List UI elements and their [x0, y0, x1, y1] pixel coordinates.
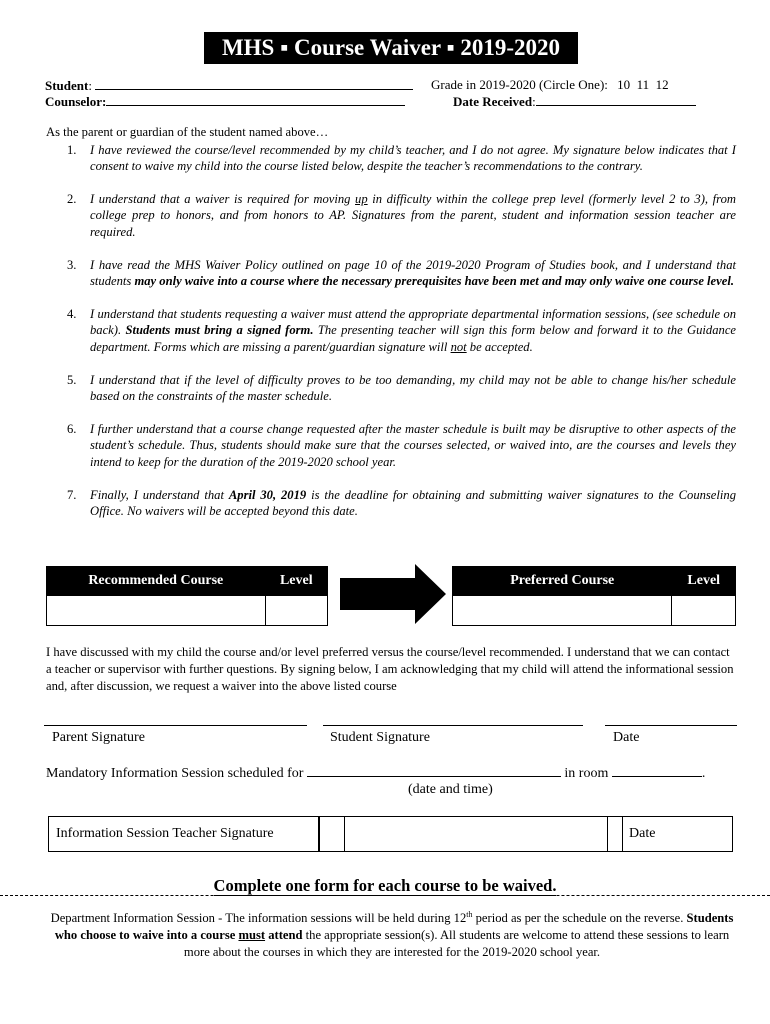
preferred-course-table	[452, 566, 736, 626]
statement-5: 5. I understand that if the level of difficulty proves to be too demanding, my child may not be able to change his/her schedule based on the constraints of the master schedule.	[67, 372, 736, 404]
teacher-signature-spacer	[319, 817, 345, 852]
statement-3: 3. I have read the MHS Waiver Policy outlined on page 10 of the 2019-2020 Program of Studies book, and I understand that students may only waive into a course where the necessary prerequisites have been met and may only waive one course level.	[67, 257, 736, 289]
counselor-line[interactable]	[106, 93, 405, 106]
parent-signature-line[interactable]	[44, 725, 307, 726]
date-received-colon: :	[532, 94, 536, 109]
teacher-signature-table	[48, 816, 733, 852]
student-field[interactable]	[45, 77, 413, 94]
counselor-field[interactable]	[45, 93, 405, 110]
parent-signature-label: Parent Signature	[52, 730, 145, 745]
cut-line	[0, 895, 770, 896]
statements	[46, 124, 736, 536]
date-received-field[interactable]	[453, 93, 696, 110]
recommended-level-header: Level	[265, 567, 327, 596]
grade-field[interactable]	[431, 77, 669, 93]
preferred-course-header: Preferred Course	[453, 567, 672, 596]
footer-note: Department Information Session - The information sessions will be held during 12th period as per the schedule on the reverse. Students who choose to waive into a course must attend the appropriate session(s). All students are welcome to attend these sessions to learn more about the courses in which they are interested for the 2019-2020 school year.	[50, 910, 734, 960]
date-signature-line[interactable]	[605, 725, 737, 726]
grade-label: Grade in 2019-2020 (Circle One):	[431, 77, 608, 92]
grade-options[interactable]: 10 11 12	[617, 77, 669, 92]
student-label: Student	[45, 78, 89, 93]
discussion-paragraph: I have discussed with my child the course and/or level preferred versus the course/level recommended. I understand that we can contact a teacher or supervisor with further questions. By signing below, I am acknowledging that my child will attend the informational session and, after discussion, we request a waiver into the above listed course	[46, 645, 734, 693]
student-signature-line[interactable]	[323, 725, 583, 726]
student-colon: :	[88, 78, 92, 93]
teacher-signature-label: Information Session Teacher Signature	[49, 817, 320, 852]
session-period: .	[701, 766, 706, 781]
date-received-label: Date Received	[453, 94, 533, 109]
recommended-course-table	[46, 566, 328, 626]
right-arrow-icon	[340, 564, 446, 624]
footer-title: Complete one form for each course to be waived.	[213, 876, 557, 895]
preferred-level-input[interactable]	[672, 596, 736, 626]
session-label: Mandatory Information Session scheduled for	[46, 766, 304, 781]
recommended-level-input[interactable]	[265, 596, 327, 626]
teacher-signature-input[interactable]	[345, 817, 608, 852]
statement-4: 4. I understand that students requesting a waiver must attend the appropriate departmental information sessions, (see schedule on back). Students must bring a signed form. The presenting teacher will sign this form below and forward it to the Guidance department. Forms which are missing a parent/guardian signature will not be accepted.	[67, 306, 736, 354]
student-line[interactable]	[95, 77, 413, 90]
teacher-date-label: Date	[629, 826, 656, 841]
preferred-course-input[interactable]	[453, 596, 672, 626]
session-field[interactable]	[46, 763, 705, 783]
page-title: MHS ▪ Course Waiver ▪ 2019-2020	[204, 32, 578, 64]
teacher-date-input[interactable]	[623, 817, 733, 852]
recommended-course-input[interactable]	[47, 596, 266, 626]
date-received-line[interactable]	[536, 93, 696, 106]
statement-6: 6. I further understand that a course change requested after the master schedule is built may be disruptive to other aspects of the student’s schedule. Thus, students should make sure that the courses selected, or waived into, are the courses and levels they intend to keep for the duration of the 2019-2020 school year.	[67, 421, 736, 469]
student-signature-label: Student Signature	[330, 730, 430, 745]
session-hint: (date and time)	[408, 782, 493, 797]
recommended-course-header: Recommended Course	[47, 567, 266, 596]
in-room-label: in room	[564, 766, 609, 781]
date-label: Date	[613, 730, 640, 745]
date-spacer	[608, 817, 623, 852]
room-line[interactable]	[612, 763, 702, 777]
counselor-label: Counselor:	[45, 94, 107, 109]
preferred-level-header: Level	[672, 567, 736, 596]
session-datetime-line[interactable]	[307, 763, 561, 777]
statement-2: 2. I understand that a waiver is required for moving up in difficulty within the college prep level (formerly level 2 to 3), from college prep to honors, and from honors to AP. Signatures from the parent, student and information session teacher are required.	[67, 191, 736, 239]
statement-1: 1. I have reviewed the course/level recommended by my child’s teacher, and I do not agree. My signature below indicates that I consent to waive my child into the course listed below, despite the teacher’s recommendations to the contrary.	[67, 142, 736, 174]
intro-text: As the parent or guardian of the student named above…	[46, 125, 329, 139]
statement-7: 7. Finally, I understand that April 30, 2019 is the deadline for obtaining and submitting waiver signatures to the Counseling Office. No waivers will be accepted beyond this date.	[67, 487, 736, 519]
